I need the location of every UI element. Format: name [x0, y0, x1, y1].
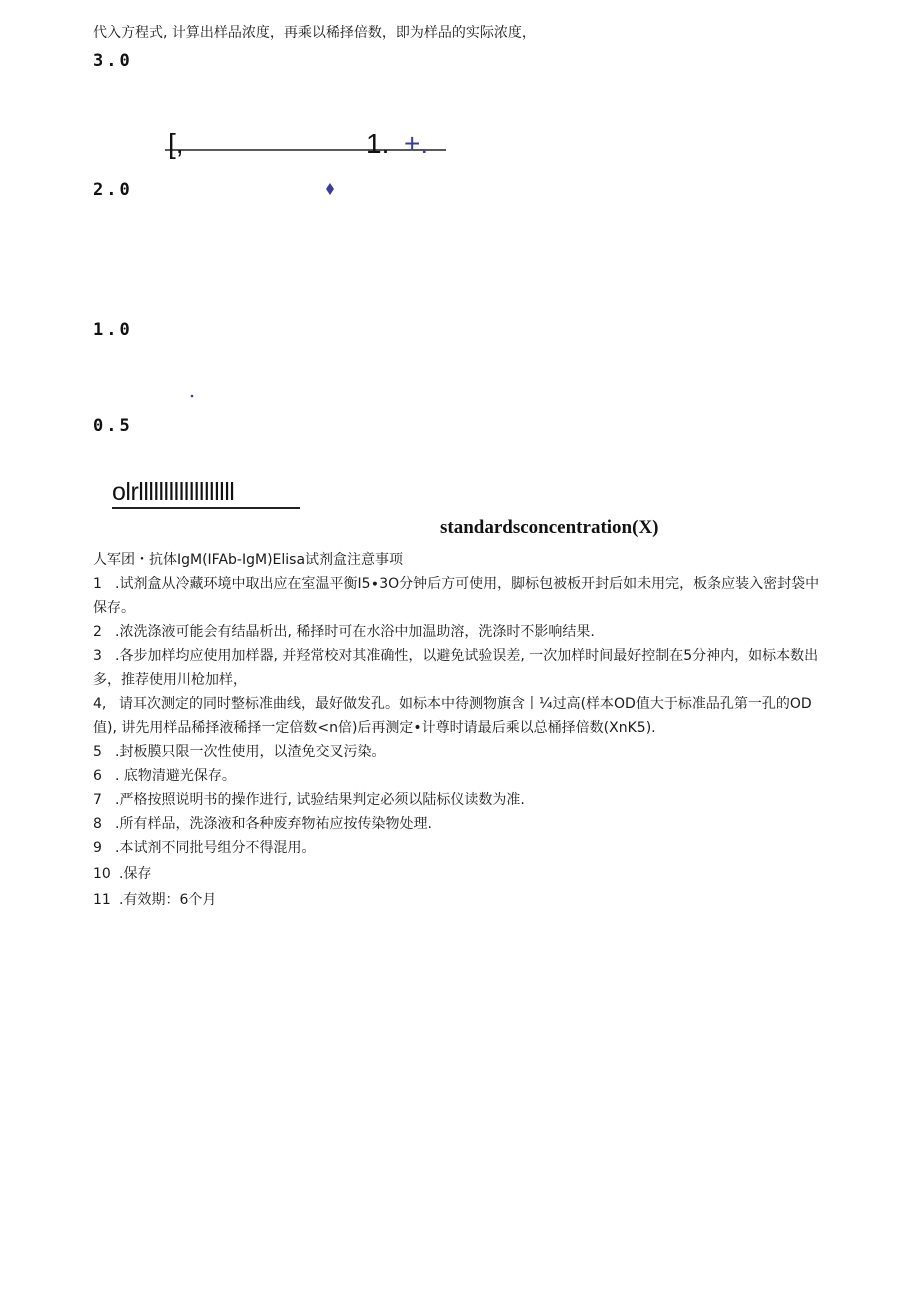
note-number: 2 [93, 624, 102, 640]
intro-text: 代入方程式, 计算出样品浓度，再乘以稀择倍数，即为样品的实际浓度， [93, 25, 536, 41]
note-text: .封板膜只限一次性使用，以渣免交叉污染。 [115, 744, 386, 760]
note-text: .有效期：6个月 [119, 892, 217, 908]
curve-fragment-right: 1. [366, 128, 390, 159]
x-axis-line [112, 507, 300, 509]
note-item [93, 812, 833, 836]
curve-fragment-mark: +. [404, 128, 429, 159]
note-item [93, 692, 833, 740]
curve-fragment-left: [, [168, 128, 184, 159]
x-axis-label: standardsconcentration(X) [440, 517, 659, 538]
data-point-dot [191, 395, 194, 398]
note-text: .严格按照说明书的操作进行, 试验结果判定必须以陆标仪读数为准. [115, 792, 525, 808]
note-item [93, 836, 833, 860]
notes-section [93, 548, 833, 912]
x-tick-labels: olrlllllllllllllllllll [112, 478, 235, 506]
note-text: .保存 [119, 866, 152, 882]
notes-list [93, 572, 833, 912]
note-item [93, 862, 833, 886]
y-tick-label: 1.0 [93, 320, 133, 340]
y-tick-label: 0.5 [93, 416, 133, 436]
note-number: 3 [93, 648, 102, 664]
notes-title: 人军团・抗体IgM(IFAb-IgM)Elisa试剂盒注意事项 [93, 552, 404, 568]
y-tick-label: 2.0 [93, 180, 133, 200]
note-number: 9 [93, 840, 102, 856]
note-text: . 底物清避光保存。 [115, 768, 236, 784]
note-item [93, 620, 833, 644]
note-number: 11 [93, 892, 111, 908]
note-item [93, 572, 833, 620]
note-item [93, 644, 833, 692]
note-number: 4, [93, 696, 107, 712]
note-item [93, 788, 833, 812]
note-number: 6 [93, 768, 102, 784]
note-item [93, 740, 833, 764]
note-item [93, 764, 833, 788]
note-number: 10 [93, 866, 111, 882]
note-text: .浓洗涤液可能会有结晶析出, 稀择时可在水浴中加温助溶，洗涤时不影响结果. [115, 624, 595, 640]
note-text: .所有样品，洗涤液和各种废弃物祐应按传染物处理. [115, 816, 432, 832]
note-text: .本试剂不同批号组分不得混用。 [115, 840, 316, 856]
y-tick-label: 3.0 [93, 51, 133, 71]
note-text: 请耳次测定的同时整标准曲线，最好做发孔。如标本中待测物旗含丨¼过高(样本OD值大于标准品孔第一孔的OD值), 讲先用样品稀择液稀择一定倍数<n倍)后再测定•计尊时请最后乘以总桶择倍数(XnK5). [93, 696, 812, 736]
note-number: 8 [93, 816, 102, 832]
note-item [93, 888, 833, 912]
note-text: .试剂盒从冷藏环境中取出应在室温平衡I5∙3O分钟后方可使用，脚标包被板开封后如未用完，板条应装入密封袋中保存。 [93, 576, 820, 616]
note-number: 7 [93, 792, 102, 808]
note-text: .各步加样均应使用加样器, 并羟常校对其准确性，以避免试验误差, 一次加样时间最好控制在5分神内，如标本数出多，推荐使用川枪加样， [93, 648, 819, 688]
data-point-diamond [326, 183, 334, 195]
curve-fragment-right-2 [404, 128, 428, 160]
note-number: 5 [93, 744, 102, 760]
standard-curve-chart [0, 0, 920, 540]
note-number: 1 [93, 576, 102, 592]
